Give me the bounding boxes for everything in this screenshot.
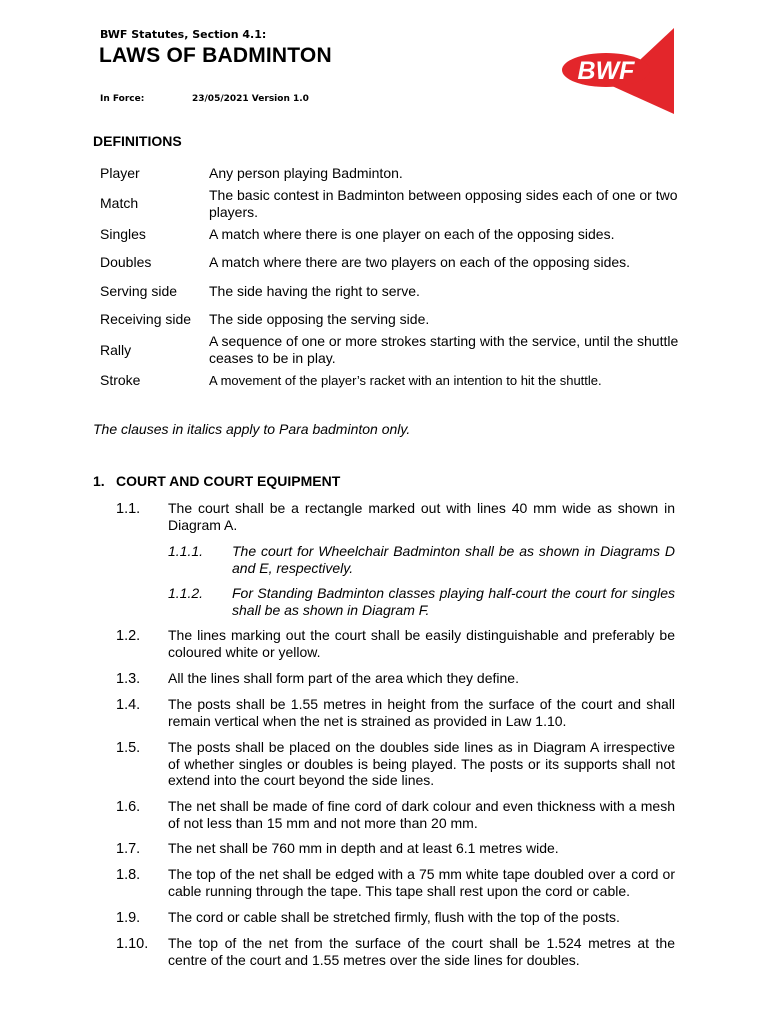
in-force-value: 23/05/2021 Version 1.0 <box>192 94 309 104</box>
definition-term: Match <box>100 195 139 211</box>
definition-text: A sequence of one or more strokes starting with the service, until the shuttle ceases to be in play. <box>209 333 679 366</box>
definition-text: The basic contest in Badminton between opposing sides each of one or two players. <box>209 187 678 220</box>
in-force-label: In Force: <box>100 94 145 104</box>
clause-text: The top of the net from the surface of the court shall be 1.524 metres at the centre of the court and 1.55 metres over the side lines for doubles. <box>168 935 675 968</box>
clause-number: 1.6. <box>116 799 141 815</box>
clause-text: The cord or cable shall be stretched firmly, flush with the top of the posts. <box>168 909 620 925</box>
section-heading <box>93 473 340 489</box>
para-badminton-note: The clauses in italics apply to Para badminton only. <box>93 421 411 437</box>
clause-number: 1.1.2. <box>168 585 204 601</box>
bwf-logo <box>562 28 674 114</box>
definition-term: Serving side <box>100 283 178 299</box>
section-title: COURT AND COURT EQUIPMENT <box>116 473 341 489</box>
clause-number: 1.10. <box>116 936 149 952</box>
clause-number: 1.2. <box>116 628 141 644</box>
clause-text: The lines marking out the court shall be easily distinguishable and preferably be coloured white or yellow. <box>168 627 675 660</box>
definition-term: Player <box>100 165 140 181</box>
clause-text: For Standing Badminton classes playing half-court the court for singles shall be as shown in Diagram F. <box>232 585 675 618</box>
definition-term: Singles <box>100 226 146 242</box>
clause-number: 1.9. <box>116 910 141 926</box>
clause-text: The net shall be made of fine cord of dark colour and even thickness with a mesh of not less than 15 mm and not more than 20 mm. <box>168 798 675 831</box>
definition-term: Stroke <box>100 372 141 388</box>
clause-text: The posts shall be placed on the doubles side lines as in Diagram A irrespective of whether singles or doubles is being played. The posts or its supports shall not extend into the court beyond the side lines. <box>168 739 675 788</box>
section-number: 1. <box>93 473 105 489</box>
statute-subtitle: BWF Statutes, Section 4.1: <box>100 28 267 41</box>
clause-number: 1.5. <box>116 740 141 756</box>
clause-text: The net shall be 760 mm in depth and at least 6.1 metres wide. <box>168 840 559 856</box>
definition-term: Rally <box>100 342 132 358</box>
clause-number: 1.4. <box>116 697 141 713</box>
clause-text: The court for Wheelchair Badminton shall be as shown in Diagrams D and E, respectively. <box>232 543 675 576</box>
clause-number: 1.1. <box>116 501 141 517</box>
definition-text: A match where there are two players on each of the opposing sides. <box>209 254 631 270</box>
clause-number: 1.8. <box>116 867 141 883</box>
definition-text: Any person playing Badminton. <box>209 165 403 181</box>
document-title: LAWS OF BADMINTON <box>99 44 332 67</box>
clause-text: All the lines shall form part of the area which they define. <box>168 670 519 686</box>
clause-number: 1.3. <box>116 671 141 687</box>
definition-text: The side having the right to serve. <box>209 283 420 299</box>
bwf-logo-text: BWF <box>577 57 635 85</box>
definition-text: A match where there is one player on each of the opposing sides. <box>209 226 615 242</box>
definition-text: A movement of the player’s racket with an intention to hit the shuttle. <box>209 373 602 388</box>
clause-number: 1.1.1. <box>168 543 204 559</box>
clause-text: The posts shall be 1.55 metres in height from the surface of the court and shall remain vertical when the net is strained as provided in Law 1.10. <box>168 696 675 729</box>
definition-term: Receiving side <box>100 311 192 327</box>
clause-number: 1.7. <box>116 841 141 857</box>
definitions-heading: DEFINITIONS <box>93 133 182 149</box>
definition-term: Doubles <box>100 254 152 270</box>
clause-text: The top of the net shall be edged with a 75 mm white tape doubled over a cord or cable running through the tape. This tape shall rest upon the cord or cable. <box>168 866 675 899</box>
clause-text: The court shall be a rectangle marked out with lines 40 mm wide as shown in Diagram A. <box>168 500 675 533</box>
definition-text: The side opposing the serving side. <box>209 311 430 327</box>
